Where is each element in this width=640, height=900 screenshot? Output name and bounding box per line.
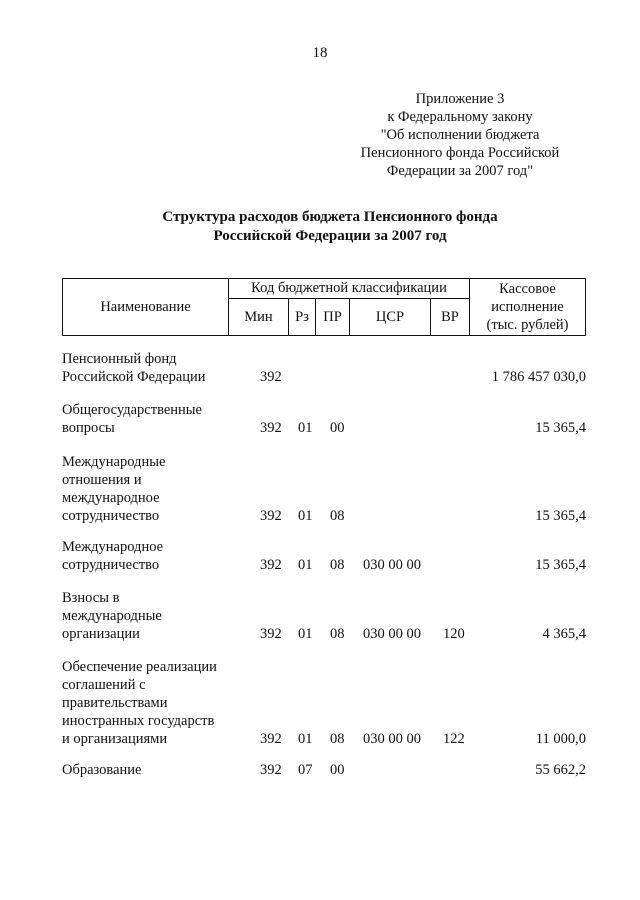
appendix-line: Пенсионного фонда Российской — [360, 145, 560, 161]
header-execution-line: (тыс. рублей) — [486, 317, 569, 333]
row-name-line: международное — [62, 490, 160, 506]
row-name — [62, 401, 242, 437]
table-row — [0, 350, 640, 386]
row-name-line: Пенсионный фонд — [62, 351, 177, 367]
row-name-line: Взносы в — [62, 590, 120, 606]
row-name-line: Обеспечение реализации — [62, 659, 217, 675]
row-pr: 08 — [330, 508, 345, 524]
row-rz: 01 — [298, 557, 313, 573]
row-min: 392 — [260, 626, 282, 642]
row-name-line: международные — [62, 608, 162, 624]
row-amount: 4 365,4 — [542, 626, 586, 642]
row-name-line: сотрудничество — [62, 508, 160, 524]
row-name — [62, 350, 242, 386]
appendix-line: Приложение 3 — [415, 91, 505, 107]
row-rz: 01 — [298, 508, 313, 524]
appendix-reference — [340, 90, 580, 180]
appendix-line: Федерации за 2007 год" — [386, 163, 534, 179]
header-pr: ПР — [316, 299, 350, 335]
table-row — [0, 453, 640, 525]
row-name-line: Международные — [62, 454, 166, 470]
row-name-line: Российской Федерации — [62, 369, 206, 385]
row-min: 392 — [260, 762, 282, 778]
title-line: Структура расходов бюджета Пенсионного фонда — [162, 209, 498, 225]
row-amount: 11 000,0 — [535, 731, 586, 747]
row-pr: 08 — [330, 557, 345, 573]
row-min: 392 — [260, 420, 282, 436]
row-vr: 122 — [443, 731, 465, 747]
row-min: 392 — [260, 369, 282, 385]
row-name-line: организации — [62, 626, 140, 642]
row-pr: 08 — [330, 626, 345, 642]
row-name-line: сотрудничество — [62, 557, 160, 573]
row-amount: 1 786 457 030,0 — [491, 369, 586, 385]
row-pr: 08 — [330, 731, 345, 747]
row-csr: 030 00 00 — [363, 557, 421, 573]
page-number: 18 — [312, 45, 328, 61]
row-amount: 15 365,4 — [535, 420, 586, 436]
header-rz: Рз — [289, 299, 316, 335]
row-name-line: вопросы — [62, 420, 115, 436]
row-rz: 01 — [298, 420, 313, 436]
header-execution-line: Кассовое — [499, 281, 556, 297]
row-name-line: Международное — [62, 539, 164, 555]
row-amount: 15 365,4 — [535, 557, 586, 573]
table-row — [0, 761, 640, 779]
row-name — [62, 538, 242, 574]
header-execution — [470, 279, 585, 335]
table-row — [0, 589, 640, 643]
appendix-line: к Федеральному закону — [387, 109, 533, 125]
table-row — [0, 538, 640, 574]
row-amount: 15 365,4 — [535, 508, 586, 524]
table-header — [62, 278, 586, 336]
row-name-line: отношения и — [62, 472, 142, 488]
table-row — [0, 658, 640, 748]
header-name: Наименование — [63, 279, 229, 335]
header-code-group: Код бюджетной классификации — [229, 279, 470, 299]
row-rz: 07 — [298, 762, 313, 778]
table-row — [0, 401, 640, 437]
appendix-line: "Об исполнении бюджета — [380, 127, 540, 143]
row-name-line: правительствами — [62, 695, 168, 711]
row-pr: 00 — [330, 762, 345, 778]
title-line: Российской Федерации за 2007 год — [213, 228, 447, 244]
row-name — [62, 658, 242, 748]
row-name-line: соглашений с — [62, 677, 146, 693]
row-name-line: и организациями — [62, 731, 168, 747]
header-min: Мин — [229, 299, 289, 335]
row-name — [62, 761, 242, 779]
row-rz: 01 — [298, 731, 313, 747]
document-title — [80, 208, 580, 246]
row-name-line: Образование — [62, 762, 142, 778]
header-vr: ВР — [431, 299, 470, 335]
header-execution-line: исполнение — [491, 299, 564, 315]
row-name-line: Общегосударственные — [62, 402, 202, 418]
row-name-line: иностранных государств — [62, 713, 215, 729]
row-csr: 030 00 00 — [363, 731, 421, 747]
row-csr: 030 00 00 — [363, 626, 421, 642]
header-csr: ЦСР — [350, 299, 431, 335]
row-amount: 55 662,2 — [535, 762, 586, 778]
row-min: 392 — [260, 731, 282, 747]
row-min: 392 — [260, 508, 282, 524]
row-min: 392 — [260, 557, 282, 573]
row-name — [62, 589, 242, 643]
row-pr: 00 — [330, 420, 345, 436]
row-vr: 120 — [443, 626, 465, 642]
row-rz: 01 — [298, 626, 313, 642]
row-name — [62, 453, 242, 525]
